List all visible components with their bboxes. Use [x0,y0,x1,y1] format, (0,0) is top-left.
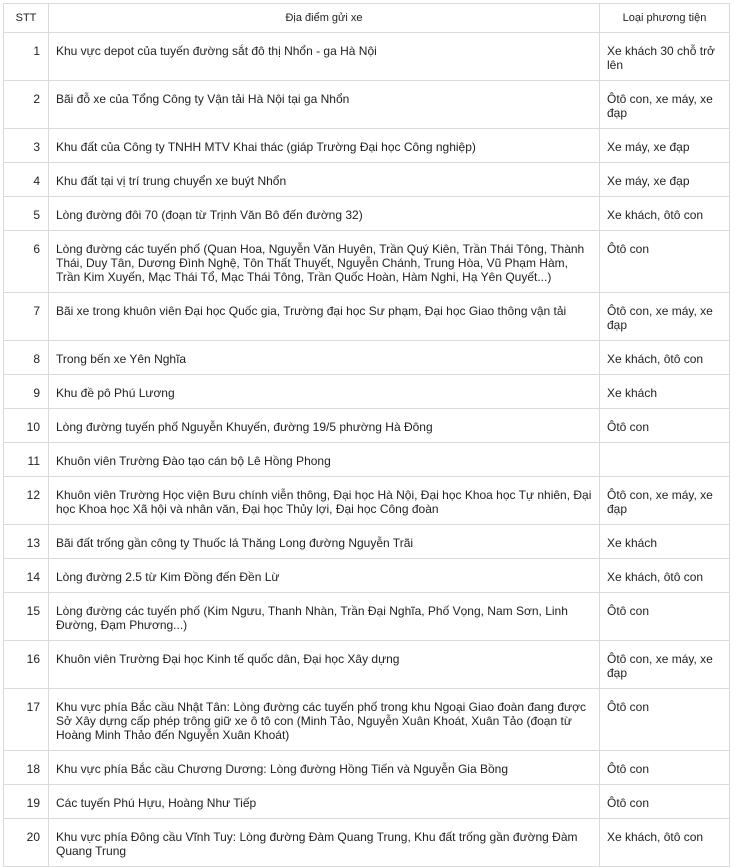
table-body [4,33,730,867]
vehicle-type-cell: Xe khách, ôtô con [600,559,730,593]
vehicle-type-cell: Ôtô con, xe máy, xe đạp [600,477,730,525]
location-cell: Lòng đường các tuyến phố (Quan Hoa, Nguyễn Văn Huyên, Trần Quý Kiên, Trần Thái Tông, Thành Thái, Duy Tân, Dương Đình Nghệ, Tôn Thất Thuyết, Nguyễn Chánh, Trung Hòa, Vũ Phạm Hàm, Trần Kim Xuyến, Mạc Thái Tổ, Mạc Thái Tông, Trần Quốc Hoàn, Hàm Nghi, Hạ Yên Quyết...) [49,231,600,293]
row-number-cell: 20 [4,819,49,867]
header-row [4,4,730,33]
row-number-cell: 18 [4,751,49,785]
table-row [4,819,730,867]
table-row [4,689,730,751]
vehicle-type-cell: Ôtô con, xe máy, xe đạp [600,81,730,129]
location-cell: Khuôn viên Trường Đào tạo cán bộ Lê Hồng Phong [49,443,600,477]
row-number-cell: 17 [4,689,49,751]
vehicle-type-cell: Ôtô con [600,231,730,293]
table-row [4,477,730,525]
table-row [4,293,730,341]
row-number-cell: 12 [4,477,49,525]
header-stt: STT [4,4,49,33]
table-row [4,593,730,641]
row-number-cell: 3 [4,129,49,163]
row-number-cell: 8 [4,341,49,375]
location-cell: Lòng đường tuyến phố Nguyễn Khuyến, đường 19/5 phường Hà Đông [49,409,600,443]
table-row [4,525,730,559]
row-number-cell: 2 [4,81,49,129]
vehicle-type-cell: Ôtô con [600,593,730,641]
table-row [4,81,730,129]
row-number-cell: 6 [4,231,49,293]
vehicle-type-cell: Xe máy, xe đạp [600,129,730,163]
location-cell: Các tuyến Phú Hựu, Hoàng Như Tiếp [49,785,600,819]
vehicle-type-cell: Xe khách [600,375,730,409]
vehicle-type-cell: Ôtô con [600,689,730,751]
location-cell: Khu đề pô Phú Lương [49,375,600,409]
row-number-cell: 10 [4,409,49,443]
location-cell: Khu vực phía Đông cầu Vĩnh Tuy: Lòng đường Đàm Quang Trung, Khu đất trống gần đường Đàm Quang Trung [49,819,600,867]
vehicle-type-cell: Xe khách, ôtô con [600,819,730,867]
table-row [4,559,730,593]
location-cell: Lòng đường các tuyến phố (Kim Ngưu, Thanh Nhàn, Trần Đại Nghĩa, Phố Vọng, Nam Sơn, Linh Đường, Đạm Phương...) [49,593,600,641]
location-cell: Khu vực phía Bắc cầu Chương Dương: Lòng đường Hồng Tiến và Nguyễn Gia Bồng [49,751,600,785]
row-number-cell: 4 [4,163,49,197]
row-number-cell: 16 [4,641,49,689]
vehicle-type-cell: Xe khách [600,525,730,559]
row-number-cell: 9 [4,375,49,409]
table-row [4,375,730,409]
row-number-cell: 1 [4,33,49,81]
location-cell: Khu đất tại vị trí trung chuyển xe buýt Nhổn [49,163,600,197]
vehicle-type-cell: Ôtô con, xe máy, xe đạp [600,641,730,689]
row-number-cell: 14 [4,559,49,593]
table-row [4,33,730,81]
row-number-cell: 11 [4,443,49,477]
location-cell: Lòng đường đôi 70 (đoạn từ Trịnh Văn Bô đến đường 32) [49,197,600,231]
vehicle-type-cell [600,443,730,477]
location-cell: Bãi xe trong khuôn viên Đại học Quốc gia, Trường đại học Sư phạm, Đại học Giao thông vận tải [49,293,600,341]
table-row [4,409,730,443]
vehicle-type-cell: Xe máy, xe đạp [600,163,730,197]
table-row [4,785,730,819]
row-number-cell: 7 [4,293,49,341]
location-cell: Lòng đường 2.5 từ Kim Đồng đến Đền Lừ [49,559,600,593]
location-cell: Khu vực phía Bắc cầu Nhật Tân: Lòng đường các tuyến phố trong khu Ngoại Giao đoàn đang được Sở Xây dựng cấp phép trông giữ xe ô tô con (Minh Tảo, Nguyễn Xuân Khoát, Xuân Tảo (đoạn từ Hoàng Minh Thảo đến Nguyễn Xuân Khoát) [49,689,600,751]
location-cell: Bãi đỗ xe của Tổng Công ty Vận tải Hà Nội tại ga Nhổn [49,81,600,129]
table-row [4,641,730,689]
table-row [4,129,730,163]
vehicle-type-cell: Xe khách, ôtô con [600,197,730,231]
location-cell: Trong bến xe Yên Nghĩa [49,341,600,375]
row-number-cell: 13 [4,525,49,559]
table-row [4,163,730,197]
location-cell: Khu vực depot của tuyến đường sắt đô thị Nhổn - ga Hà Nội [49,33,600,81]
vehicle-type-cell: Xe khách 30 chỗ trở lên [600,33,730,81]
location-cell: Khu đất của Công ty TNHH MTV Khai thác (giáp Trường Đại học Công nghiệp) [49,129,600,163]
row-number-cell: 15 [4,593,49,641]
location-cell: Bãi đất trống gần công ty Thuốc lá Thăng Long đường Nguyễn Trãi [49,525,600,559]
location-cell: Khuôn viên Trường Đại học Kinh tế quốc dân, Đại học Xây dựng [49,641,600,689]
vehicle-type-cell: Ôtô con [600,785,730,819]
row-number-cell: 19 [4,785,49,819]
row-number-cell: 5 [4,197,49,231]
vehicle-type-cell: Ôtô con, xe máy, xe đạp [600,293,730,341]
vehicle-type-cell: Ôtô con [600,751,730,785]
table-row [4,231,730,293]
table-row [4,341,730,375]
vehicle-type-cell: Ôtô con [600,409,730,443]
location-cell: Khuôn viên Trường Học viện Bưu chính viễn thông, Đại học Hà Nội, Đại học Khoa học Tự nhiên, Đại học Khoa học Xã hội và nhân văn, Đại học Thủy lợi, Đại học Công đoàn [49,477,600,525]
table-row [4,443,730,477]
table-row [4,751,730,785]
vehicle-type-cell: Xe khách, ôtô con [600,341,730,375]
parking-locations-table [3,3,730,867]
header-vehicle-type: Loại phương tiện [600,4,730,33]
header-location: Địa điểm gửi xe [49,4,600,33]
table-row [4,197,730,231]
